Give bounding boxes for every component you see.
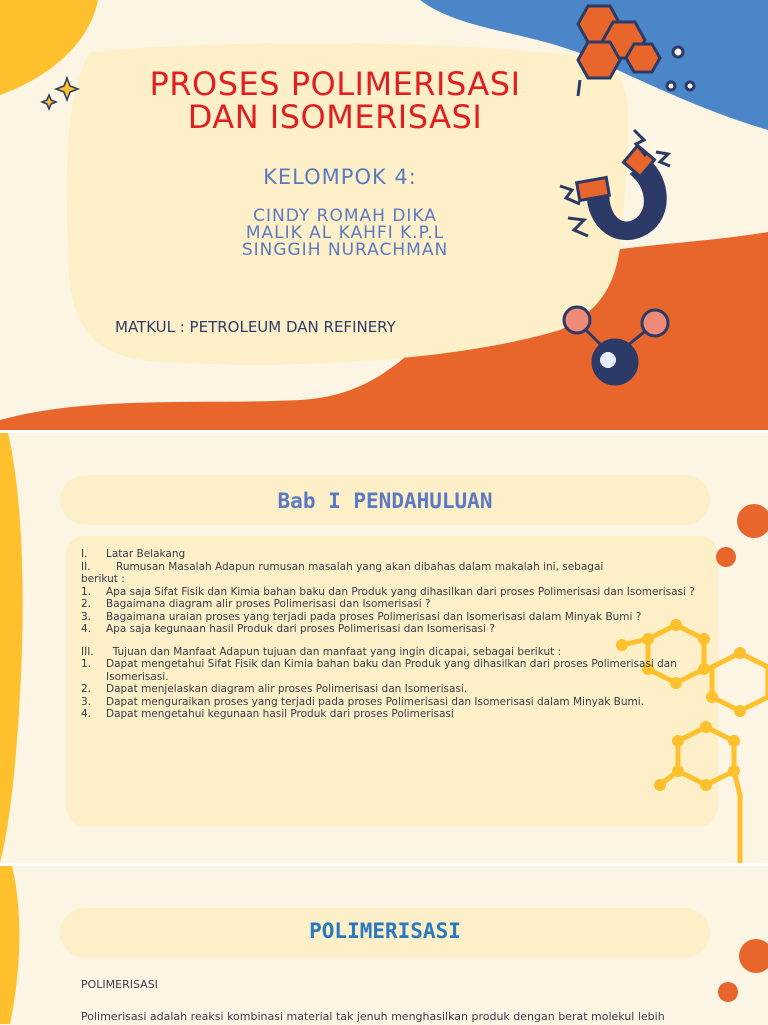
orange-dot	[716, 547, 736, 567]
list-item-number: 1.	[81, 585, 92, 598]
orange-dot	[739, 939, 768, 973]
member-name: SINGGIH NURACHMAN	[241, 240, 449, 260]
list-item-text: Apa saja kegunaan hasil Produk dari proses Polimerisasi dan Isomerisasi ?	[106, 623, 495, 635]
presentation-title	[100, 65, 570, 136]
list-item	[81, 586, 709, 599]
list-item-number: 4.	[81, 708, 92, 720]
member-name: CINDY ROMAH DIKA	[253, 206, 437, 226]
sparkle-icon	[42, 78, 78, 109]
list-item-text: Dapat menjelaskan diagram alir proses Polimerisasi dan Isomerisasi.	[106, 683, 468, 695]
list-item-text: Dapat mengetahui kegunaan hasil Produk dari proses Polimerisasi	[106, 708, 454, 720]
group-label: KELOMPOK 4:	[263, 165, 417, 189]
list-item	[81, 696, 709, 709]
list-item-text: berikut :	[81, 573, 125, 585]
list-item-number: III.	[81, 645, 94, 658]
list-item	[81, 598, 709, 611]
section-paragraph: Polimerisasi adalah reaksi kombinasi material tak jenuh menghasilkan produk dengan berat molekul lebih	[81, 1010, 665, 1023]
title-line-1: PROSES POLIMERISASI	[149, 65, 521, 103]
list-item	[81, 573, 709, 586]
section-title: POLIMERISASI	[309, 919, 461, 943]
section-subheading: POLIMERISASI	[81, 978, 158, 991]
list-item-text: Dapat menguraikan proses yang terjadi pada proses Polimerisasi dan Isomerisasi dalam Minyak Bumi.	[106, 695, 645, 708]
chapter-title: Bab I PENDAHULUAN	[277, 489, 493, 513]
list-item	[81, 623, 709, 636]
list-item	[81, 683, 709, 696]
title-slide	[0, 0, 768, 430]
list-item-number: 2.	[81, 598, 92, 610]
member-list	[170, 208, 520, 259]
introduction-list	[81, 548, 709, 721]
list-item	[81, 611, 709, 624]
list-item	[81, 548, 709, 561]
list-item	[81, 708, 709, 721]
list-item-text: Latar Belakang	[106, 548, 186, 560]
list-item-number: 3.	[81, 610, 92, 623]
list-item-number: I.	[81, 548, 88, 560]
list-item-number: 4.	[81, 623, 92, 635]
title-line-2: DAN ISOMERISASI	[187, 98, 483, 136]
list-item	[81, 658, 709, 683]
yellow-side-blob	[0, 433, 23, 863]
member-name: MALIK AL KAHFI K.P.L	[245, 223, 445, 243]
list-item-text: Rumusan Masalah Adapun rumusan masalah yang akan dibahas dalam makalah ini, sebagai	[106, 560, 604, 573]
list-item	[81, 561, 709, 574]
orange-dot	[718, 982, 738, 1002]
course-label: MATKUL : PETROLEUM DAN REFINERY	[115, 318, 396, 336]
list-item-number: 3.	[81, 695, 92, 708]
list-item-text: Bagaimana diagram alir proses Polimerisasi dan Isomerisasi ?	[106, 598, 431, 610]
list-item-text: Dapat mengetahui Sifat Fisik dan Kimia bahan baku dan Produk yang dihasilkan dari proses Polimerisasi dan Isomerisasi.	[106, 658, 681, 683]
list-item	[81, 646, 709, 659]
list-item-number: II.	[81, 560, 91, 573]
list-item-text: Tujuan dan Manfaat Adapun tujuan dan manfaat yang ingin dicapai, sebagai berikut :	[106, 645, 562, 658]
list-item-text: Bagaimana uraian proses yang terjadi pada proses Polimerisasi dan Isomerisasi dalam Minyak Bumi ?	[106, 610, 642, 623]
orange-dot	[737, 504, 768, 538]
list-item-number: 2.	[81, 683, 92, 695]
list-item-text: Apa saja Sifat Fisik dan Kimia bahan baku dan Produk yang dihasilkan dari proses Polimerisasi dan Isomerisasi ?	[106, 585, 695, 598]
yellow-side-blob	[0, 866, 19, 1024]
list-spacer	[81, 636, 709, 646]
list-item-number: 1.	[81, 658, 92, 670]
